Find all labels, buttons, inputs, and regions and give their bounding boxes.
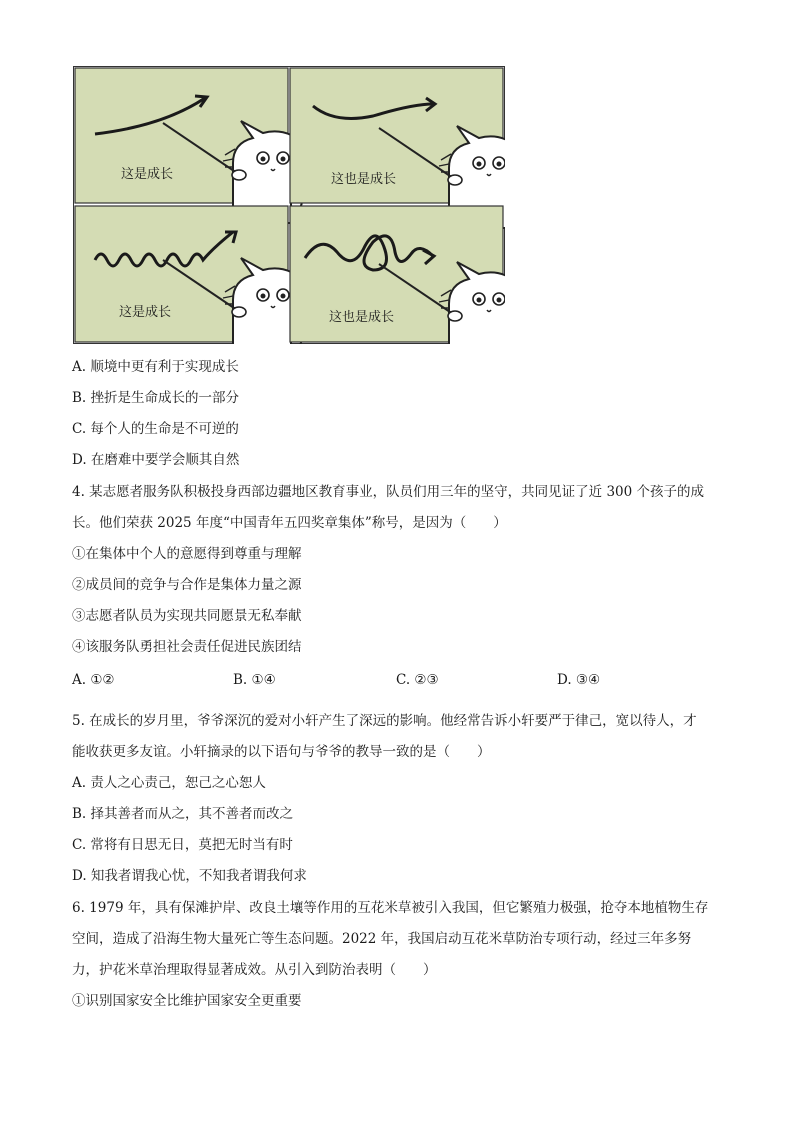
comic-caption-4: 这也是成长 [329, 310, 395, 325]
comic-caption-3: 这是成长 [119, 305, 172, 320]
q3-option-b: B. 挫折是生命成长的一部分 [72, 390, 240, 406]
q4-option-c: C. ②③ [396, 672, 439, 688]
q5-stem-line-1: 5. 在成长的岁月里，爷爷深沉的爱对小轩产生了深远的影响。他经常告诉小轩要严于律己，宽以待人，才 [72, 713, 697, 729]
q6-stem-line-1: 6. 1979 年，具有保滩护岸、改良土壤等作用的互花米草被引入我国，但它繁殖力极强，抢夺本地植物生存 [72, 900, 709, 916]
q4-option-b: B. ①④ [233, 672, 276, 688]
q5-option-d: D. 知我者谓我心忧，不知我者谓我何求 [72, 868, 307, 884]
q4-item-4: ④该服务队勇担社会责任促进民族团结 [72, 639, 302, 655]
q4-option-a: A. ①② [72, 672, 115, 688]
q4-item-1: ①在集体中个人的意愿得到尊重与理解 [72, 546, 302, 562]
comic-panel-1 [75, 68, 317, 223]
q4-option-d: D. ③④ [557, 672, 601, 688]
comic-panel-3 [75, 206, 317, 344]
comic-illustration [73, 66, 505, 344]
q5-stem-line-2: 能收获更多友谊。小轩摘录的以下语句与爷爷的教导一致的是（ ） [72, 744, 491, 760]
q5-option-b: B. 择其善者而从之，其不善者而改之 [72, 806, 294, 822]
q4-item-3: ③志愿者队员为实现共同愿景无私奉献 [72, 608, 302, 624]
q6-stem-line-2: 空间，造成了沿海生物大量死亡等生态问题。2022 年，我国启动互花米草防治专项行动，经过三年多努 [72, 931, 692, 947]
q6-item-1: ①识别国家安全比维护国家安全更重要 [72, 993, 302, 1009]
q5-option-c: C. 常将有日思无日，莫把无时当有时 [72, 837, 293, 853]
comic-caption-2: 这也是成长 [331, 172, 397, 187]
comic-caption-1: 这是成长 [121, 167, 174, 182]
comic-panel-4 [290, 206, 505, 344]
q4-item-2: ②成员间的竞争与合作是集体力量之源 [72, 577, 302, 593]
q4-stem-line-1: 4. 某志愿者服务队积极投身西部边疆地区教育事业，队员们用三年的坚守，共同见证了近 300 个孩子的成 [72, 484, 705, 500]
q6-stem-line-3: 力，护花米草治理取得显著成效。从引入到防治表明（ ） [72, 962, 437, 978]
q3-option-c: C. 每个人的生命是不可逆的 [72, 421, 239, 437]
q4-stem-line-2: 长。他们荣获 2025 年度“中国青年五四奖章集体”称号，是因为（ ） [72, 515, 507, 531]
q3-option-a: A. 顺境中更有利于实现成长 [72, 359, 239, 375]
q3-option-d: D. 在磨难中要学会顺其自然 [72, 452, 240, 468]
q5-option-a: A. 责人之心责己，恕己之心恕人 [72, 775, 266, 791]
